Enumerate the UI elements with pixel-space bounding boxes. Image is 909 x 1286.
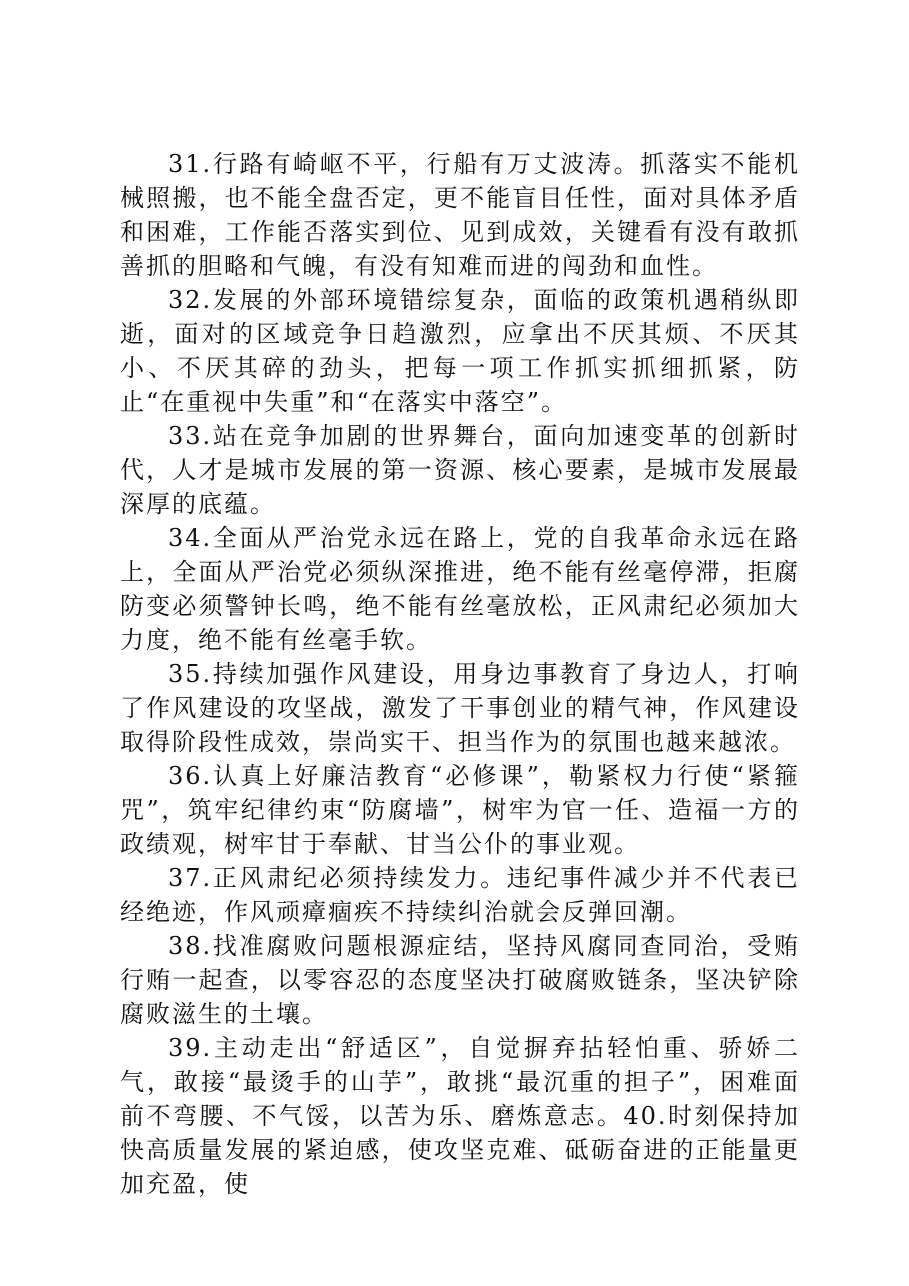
paragraph-36: 36.认真上好廉洁教育“必修课”，勒紧权力行使“紧箍咒”，筑牢纪律约束“防腐墙”，树牢为官一任、造福一方的政绩观，树牢甘于奉献、甘当公仆的事业观。: [120, 762, 800, 858]
paragraph-31: 31.行路有崎岖不平，行船有万丈波涛。抓落实不能机械照搬，也不能全盘否定，更不能盲目任性，面对具体矛盾和困难，工作能否落实到位、见到成效，关键看有没有敢抓善抓的胆略和气魄，有没有知难而进的闯劲和血性。: [120, 150, 800, 280]
paragraph-33: 33.站在竞争加剧的世界舞台，面向加速变革的创新时代，人才是城市发展的第一资源、核心要素，是城市发展最深厚的底蕴。: [120, 422, 800, 518]
paragraph-35: 35.持续加强作风建设，用身边事教育了身边人，打响了作风建设的攻坚战，激发了干事创业的精气神，作风建设取得阶段性成效，崇尚实干、担当作为的氛围也越来越浓。: [120, 660, 800, 756]
paragraph-32: 32.发展的外部环境错综复杂，面临的政策机遇稍纵即逝，面对的区域竞争日趋激烈，应拿出不厌其烦、不厌其小、不厌其碎的劲头，把每一项工作抓实抓细抓紧，防止“在重视中失重”和“在落实中落空”。: [120, 286, 800, 416]
document-body: [120, 147, 800, 1201]
paragraph-34: 34.全面从严治党永远在路上，党的自我革命永远在路上，全面从严治党必须纵深推进，绝不能有丝毫停滞，拒腐防变必须警钟长鸣，绝不能有丝毫放松，正风肃纪必须加大力度，绝不能有丝毫手软。: [120, 524, 800, 654]
paragraph-37: 37.正风肃纪必须持续发力。违纪事件减少并不代表已经绝迹，作风顽瘴痼疾不持续纠治就会反弹回潮。: [120, 864, 800, 926]
paragraph-39-40: 39.主动走出“舒适区”，自觉摒弃拈轻怕重、骄娇二气，敢接“最烫手的山芋”，敢挑“最沉重的担子”，困难面前不弯腰、不气馁，以苦为乐、磨炼意志。40.时刻保持加快高质量发展的紧迫感，使攻坚克难、砥砺奋进的正能量更加充盈，使: [120, 1034, 800, 1198]
paragraph-38: 38.找准腐败问题根源症结，坚持风腐同查同治，受贿行贿一起查，以零容忍的态度坚决打破腐败链条，坚决铲除腐败滋生的土壤。: [120, 932, 800, 1028]
